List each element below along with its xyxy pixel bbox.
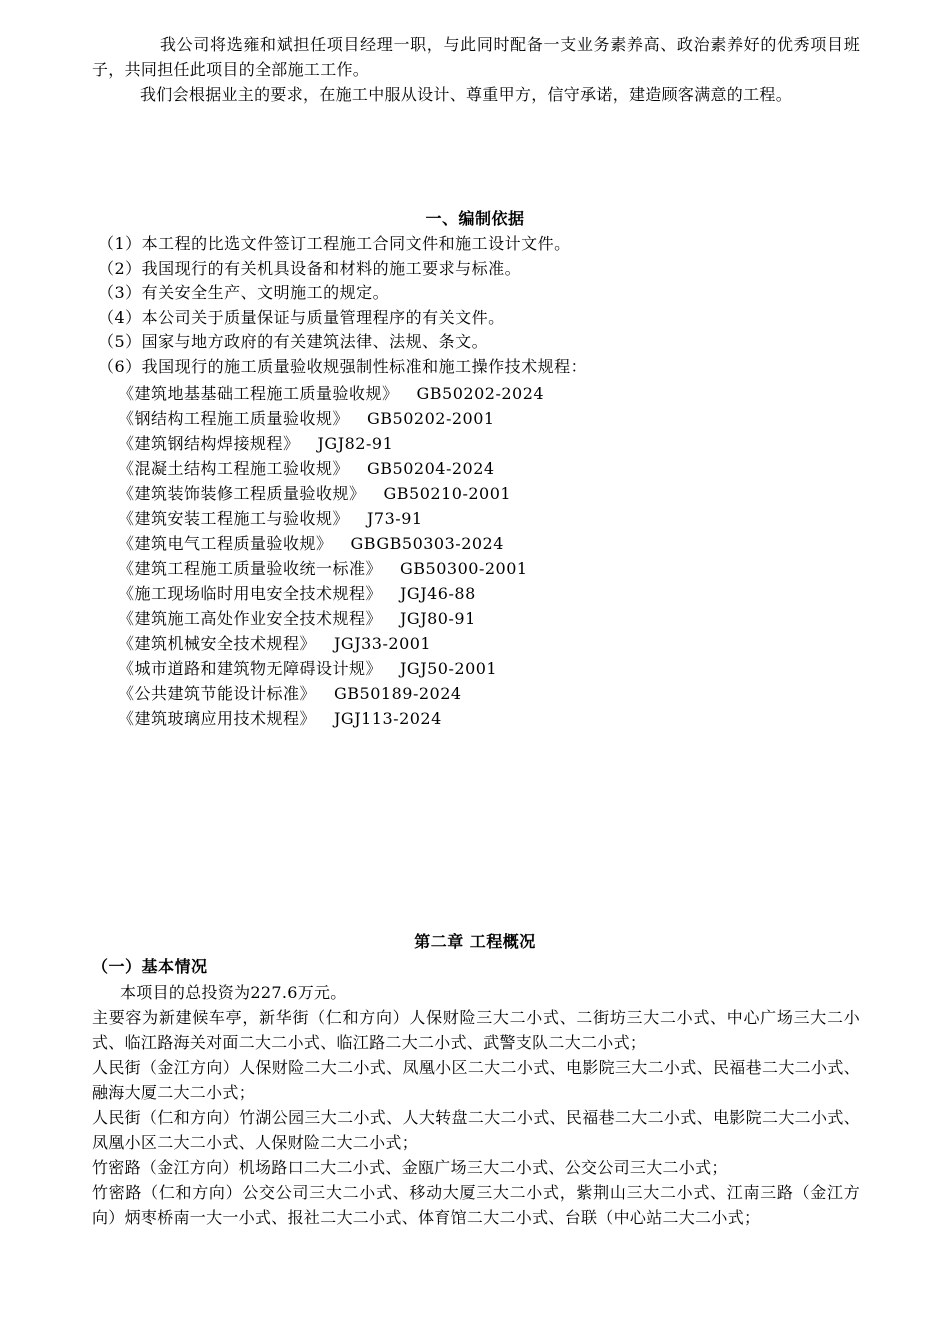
standard-item bbox=[118, 606, 544, 631]
standard-code: GB50202-2001 bbox=[367, 409, 495, 428]
standard-item bbox=[118, 706, 544, 731]
basis-item: （2）我国现行的有关机具设备和材料的施工要求与标准。 bbox=[98, 258, 522, 278]
standard-name: 《建筑地基基础工程施工质量验收规》 bbox=[118, 384, 399, 403]
investment-line: 本项目的总投资为227.6万元。 bbox=[120, 983, 347, 1002]
standard-name: 《建筑安装工程施工与验收规》 bbox=[118, 509, 350, 528]
standard-code: J73-91 bbox=[367, 509, 423, 528]
standard-item bbox=[118, 381, 544, 406]
standard-item bbox=[118, 431, 544, 456]
standard-item bbox=[118, 406, 544, 431]
standard-name: 《建筑装饰装修工程质量验收规》 bbox=[118, 484, 366, 503]
standard-name: 《公共建筑节能设计标准》 bbox=[118, 684, 317, 703]
overview-body bbox=[92, 980, 860, 1230]
basis-item: （4）本公司关于质量保证与质量管理程序的有关文件。 bbox=[98, 307, 505, 327]
basis-item: （1）本工程的比选文件签订工程施工合同文件和施工设计文件。 bbox=[98, 234, 571, 253]
chapter-title: 第二章 工程概况 bbox=[414, 932, 536, 951]
standard-item bbox=[118, 531, 544, 556]
basis-item: （5）国家与地方政府的有关建筑法律、法规、条文。 bbox=[98, 332, 489, 351]
standard-code: GB50189-2024 bbox=[334, 684, 462, 703]
standard-code: JGJ50-2001 bbox=[400, 659, 498, 678]
standard-code: GB50300-2001 bbox=[400, 559, 528, 578]
intro-paragraph-1: 我公司将选雍和斌担任项目经理一职，与此同时配备一支业务素养高、政治素养好的优秀项目班子，共同担任此项目的全部施工工作。 bbox=[92, 35, 860, 79]
basis-heading: 一、编制依据 bbox=[425, 209, 525, 228]
overview-paragraph: 竹密路（金江方向）机场路口二大二小式、金瓯广场三大二小式、公交公司三大二小式； bbox=[92, 1158, 728, 1177]
standard-item bbox=[118, 556, 544, 581]
standard-item bbox=[118, 631, 544, 656]
standard-code: JGJ33-2001 bbox=[334, 634, 432, 653]
standard-code: GB50204-2024 bbox=[367, 459, 495, 478]
standard-code: JGJ113-2024 bbox=[334, 709, 442, 728]
standard-name: 《建筑电气工程质量验收规》 bbox=[118, 534, 333, 553]
intro-paragraph-2: 我们会根据业主的要求，在施工中服从设计、尊重甲方，信守承诺，建造顾客满意的工程。 bbox=[140, 85, 793, 104]
basis-item: （3）有关安全生产、文明施工的规定。 bbox=[98, 283, 390, 302]
standard-name: 《建筑施工高处作业安全技术规程》 bbox=[118, 609, 383, 628]
standard-name: 《钢结构工程施工质量验收规》 bbox=[118, 409, 350, 428]
standard-code: GBGB50303-2024 bbox=[350, 534, 504, 553]
standard-item bbox=[118, 581, 544, 606]
standard-code: JGJ80-91 bbox=[400, 609, 476, 628]
basis-list bbox=[98, 232, 587, 379]
standards-list bbox=[118, 381, 544, 731]
overview-paragraph: 主要容为新建候车亭，新华街（仁和方向）人保财险三大二小式、二街坊三大二小式、中心广场三大二小式、临江路海关对面二大二小式、临江路二大二小式、武警支队二大二小式； bbox=[92, 1008, 860, 1052]
standard-name: 《建筑玻璃应用技术规程》 bbox=[118, 709, 317, 728]
standard-code: GB50202-2024 bbox=[416, 384, 545, 403]
standard-code: GB50210-2001 bbox=[383, 484, 512, 503]
standard-code: JGJ46-88 bbox=[400, 584, 476, 603]
standard-code: JGJ82-91 bbox=[317, 434, 394, 453]
overview-paragraph: 人民街（仁和方向）竹湖公园三大二小式、人大转盘二大二小式、民福巷二大二小式、电影院二大二小式、凤凰小区二大二小式、人保财险二大二小式； bbox=[92, 1108, 860, 1152]
standard-item bbox=[118, 506, 544, 531]
standard-item bbox=[118, 481, 544, 506]
standard-item bbox=[118, 681, 544, 706]
section-title: （一）基本情况 bbox=[92, 957, 208, 976]
standard-name: 《建筑钢结构焊接规程》 bbox=[118, 434, 300, 453]
overview-paragraph: 竹密路（仁和方向）公交公司三大二小式、移动大厦三大二小式，紫荆山三大二小式、江南三路（金江方向）炳枣桥南一大一小式、报社二大二小式、体育馆二大二小式、台联（中心站二大二小式； bbox=[92, 1183, 860, 1227]
overview-paragraph: 人民街（金江方向）人保财险二大二小式、凤凰小区二大二小式、电影院三大二小式、民福巷二大二小式、融海大厦二大二小式； bbox=[92, 1058, 860, 1102]
standard-name: 《建筑机械安全技术规程》 bbox=[118, 634, 317, 653]
basis-item: （6）我国现行的施工质量验收规强制性标准和施工操作技术规程： bbox=[98, 356, 588, 376]
standard-name: 《城市道路和建筑物无障碍设计规》 bbox=[118, 659, 383, 678]
standard-name: 《施工现场临时用电安全技术规程》 bbox=[118, 584, 383, 603]
standard-name: 《混凝土结构工程施工验收规》 bbox=[118, 459, 350, 478]
standard-name: 《建筑工程施工质量验收统一标准》 bbox=[118, 559, 383, 578]
standard-item bbox=[118, 656, 544, 681]
standard-item bbox=[118, 456, 544, 481]
